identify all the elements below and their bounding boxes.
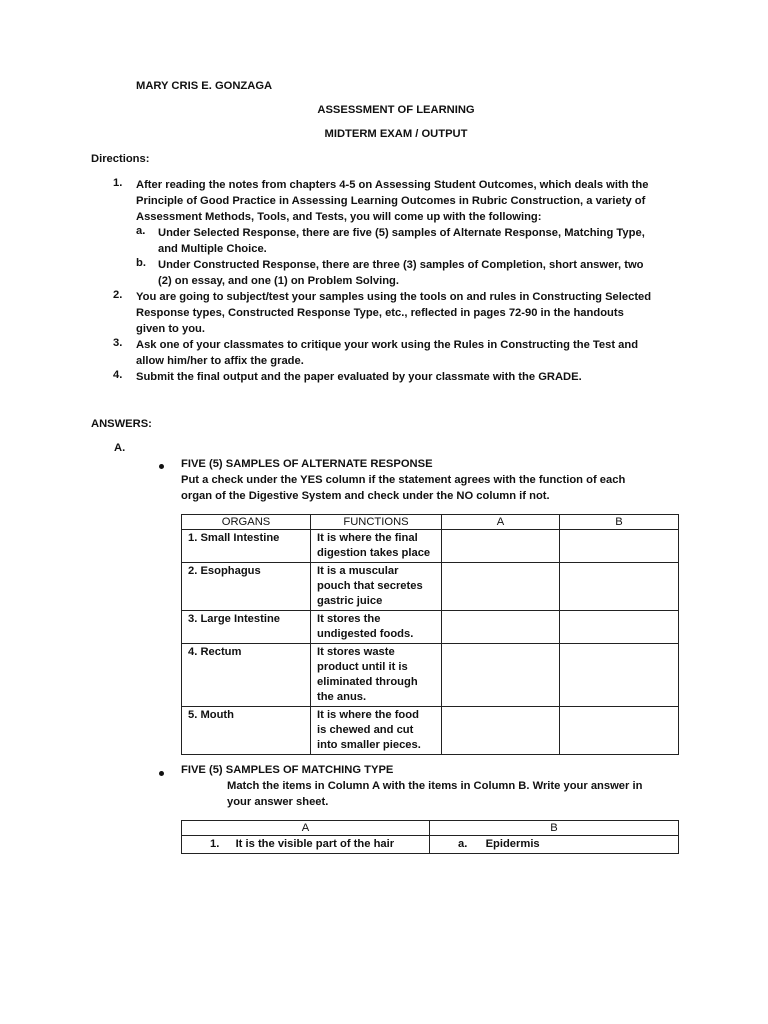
answers-label: ANSWERS: xyxy=(91,418,152,430)
function-cell xyxy=(311,563,442,611)
bullet-icon xyxy=(159,464,164,469)
matching-heading: FIVE (5) SAMPLES OF MATCHING TYPE xyxy=(181,764,394,776)
direction-line: Principle of Good Practice in Assessing Learning Outcomes in Rubric Construction, a variety of xyxy=(136,195,646,207)
function-line: into smaller pieces. xyxy=(317,739,421,751)
function-line: gastric juice xyxy=(317,595,383,607)
column-header-organs: ORGANS xyxy=(182,515,311,530)
subitem-line: (2) on essay, and one (1) on Problem Solving. xyxy=(158,275,399,287)
organ-cell: 3. Large Intestine xyxy=(182,611,311,644)
subitem-letter: a. xyxy=(136,225,146,237)
column-header-b: B xyxy=(560,515,679,530)
subitem-line: Under Selected Response, there are five (5) samples of Alternate Response, Matching Type, xyxy=(158,227,645,239)
subitem-line: and Multiple Choice. xyxy=(158,243,267,255)
column-header-b: B xyxy=(430,821,679,836)
organ-cell: 2. Esophagus xyxy=(182,563,311,611)
answer-cell-b[interactable] xyxy=(560,563,679,611)
item-number: 1. xyxy=(210,838,220,850)
answer-cell-b[interactable] xyxy=(560,530,679,563)
item-text: It is the visible part of the hair xyxy=(235,838,395,850)
function-line: the anus. xyxy=(317,691,367,703)
direction-number: 1. xyxy=(113,177,123,189)
table-row xyxy=(182,563,679,611)
function-line: It is where the final xyxy=(317,532,418,544)
answer-cell-b[interactable] xyxy=(560,644,679,707)
direction-number: 4. xyxy=(113,369,123,381)
function-cell xyxy=(311,530,442,563)
answer-cell-b[interactable] xyxy=(560,611,679,644)
function-line: digestion takes place xyxy=(317,547,431,559)
function-line: product until it is xyxy=(317,661,408,673)
direction-line: Submit the final output and the paper evaluated by your classmate with the GRADE. xyxy=(136,371,582,383)
document-title: ASSESSMENT OF LEARNING xyxy=(317,104,475,116)
function-cell xyxy=(311,611,442,644)
function-line: It stores waste xyxy=(317,646,395,658)
direction-number: 2. xyxy=(113,289,123,301)
answer-cell-b[interactable] xyxy=(560,707,679,755)
subitem-line: Under Constructed Response, there are three (3) samples of Completion, short answer, two xyxy=(158,259,644,271)
student-name: MARY CRIS E. GONZAGA xyxy=(136,80,273,92)
table-row xyxy=(182,644,679,707)
answer-cell-a[interactable] xyxy=(442,563,560,611)
organ-cell: 4. Rectum xyxy=(182,644,311,707)
document-subtitle: MIDTERM EXAM / OUTPUT xyxy=(324,128,468,140)
bullet-icon xyxy=(159,771,164,776)
matching-type-table xyxy=(181,820,679,854)
answer-cell-a[interactable] xyxy=(442,707,560,755)
direction-line: Response types, Constructed Response Type, etc., reflected in pages 72-90 in the handouts xyxy=(136,307,624,319)
direction-line: allow him/her to affix the grade. xyxy=(136,355,304,367)
organ-cell: 5. Mouth xyxy=(182,707,311,755)
alternate-heading: FIVE (5) SAMPLES OF ALTERNATE RESPONSE xyxy=(181,458,433,470)
answer-cell-a[interactable] xyxy=(442,644,560,707)
direction-line: given to you. xyxy=(136,323,205,335)
answer-cell-a[interactable] xyxy=(442,530,560,563)
table-row xyxy=(182,611,679,644)
table-row xyxy=(182,836,679,854)
answer-cell-a[interactable] xyxy=(442,611,560,644)
function-line: eliminated through xyxy=(317,676,418,688)
direction-line: Ask one of your classmates to critique your work using the Rules in Constructing the Test and xyxy=(136,339,639,351)
function-line: It stores the xyxy=(317,613,381,625)
organ-cell: 1. Small Intestine xyxy=(182,530,311,563)
directions-label: Directions: xyxy=(91,153,150,165)
alternate-instruction: organ of the Digestive System and check under the NO column if not. xyxy=(181,490,550,502)
direction-line: You are going to subject/test your samples using the tools on and rules in Constructing Selected xyxy=(136,291,652,303)
matching-instruction: your answer sheet. xyxy=(227,796,329,808)
item-letter: a. xyxy=(458,838,468,850)
alternate-instruction: Put a check under the YES column if the statement agrees with the function of each xyxy=(181,474,626,486)
direction-line: After reading the notes from chapters 4-5 on Assessing Student Outcomes, which deals with the xyxy=(136,179,649,191)
table-header-row xyxy=(182,821,679,836)
function-line: undigested foods. xyxy=(317,628,414,640)
alternate-response-table xyxy=(181,514,679,755)
matching-instruction: Match the items in Column A with the items in Column B. Write your answer in xyxy=(227,780,643,792)
table-header-row xyxy=(182,515,679,530)
column-header-a: A xyxy=(182,821,430,836)
function-line: It is a muscular xyxy=(317,565,399,577)
column-header-a: A xyxy=(442,515,560,530)
subitem-letter: b. xyxy=(136,257,146,269)
function-cell xyxy=(311,707,442,755)
column-a-cell xyxy=(182,836,430,854)
function-line: is chewed and cut xyxy=(317,724,414,736)
function-cell xyxy=(311,644,442,707)
column-b-cell xyxy=(430,836,679,854)
direction-number: 3. xyxy=(113,337,123,349)
column-header-functions: FUNCTIONS xyxy=(311,515,442,530)
function-line: pouch that secretes xyxy=(317,580,423,592)
table-row xyxy=(182,707,679,755)
direction-line: Assessment Methods, Tools, and Tests, you will come up with the following: xyxy=(136,211,542,223)
section-letter: A. xyxy=(114,442,126,454)
table-row xyxy=(182,530,679,563)
function-line: It is where the food xyxy=(317,709,419,721)
item-text: Epidermis xyxy=(485,838,540,850)
